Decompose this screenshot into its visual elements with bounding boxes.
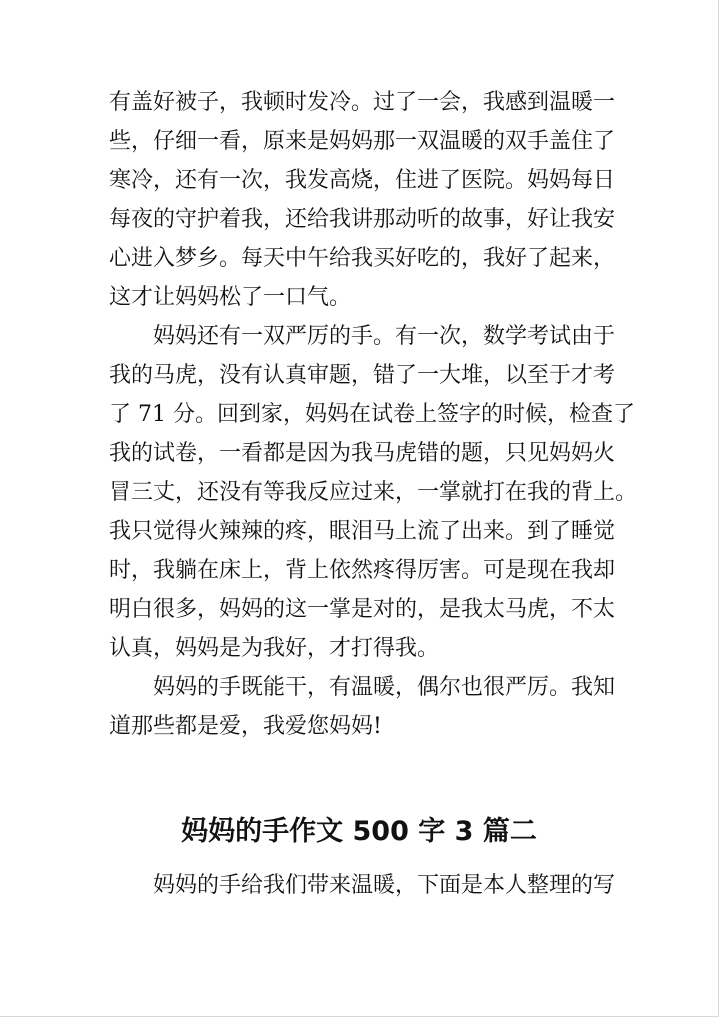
paragraph-1-line-3: 寒冷，还有一次，我发高烧，住进了医院。妈妈每日 [109,168,616,193]
paragraph-1-line-2: 些，仔细一看，原来是妈妈那一双温暖的双手盖住了 [109,129,616,154]
paragraph-3-line-2: 道那些都是爱，我爱您妈妈! [109,714,382,739]
paragraph-3-line-1: 妈妈的手既能干，有温暖，偶尔也很严厉。我知 [153,675,616,700]
paragraph-2-line-7: 时，我躺在床上，背上依然疼得厉害。可是现在我却 [109,558,616,583]
paragraph-2-line-1: 妈妈还有一双严厉的手。有一次，数学考试由于 [153,324,616,349]
paragraph-2-line-8: 明白很多，妈妈的这一掌是对的，是我太马虎，不太 [109,597,616,622]
paragraph-2-line-3: 了 71 分。回到家，妈妈在试卷上签字的时候，检查了 [109,402,635,427]
paragraph-2-line-2: 我的马虎，没有认真审题，错了一大堆，以至于才考 [109,363,616,388]
paragraph-2-line-5: 冒三丈，还没有等我反应过来，一掌就打在我的背上。 [109,480,638,505]
paragraph-2-line-4: 我的试卷，一看都是因为我马虎错的题，只见妈妈火 [109,441,616,466]
paragraph-1-line-1: 有盖好被子，我顿时发冷。过了一会，我感到温暖一 [109,90,616,115]
paragraph-1-line-5: 心进入梦乡。每天中午给我买好吃的，我好了起来， [109,246,616,271]
section-heading: 妈妈的手作文 500 字 3 篇二 [181,816,537,847]
intro-paragraph-line-1: 妈妈的手给我们带来温暖，下面是本人整理的写 [153,873,616,898]
paragraph-1-line-6: 这才让妈妈松了一口气。 [109,285,352,310]
paragraph-2-line-9: 认真，妈妈是为我好，才打得我。 [109,636,440,661]
paragraph-1-line-4: 每夜的守护着我，还给我讲那动听的故事，好让我安 [109,207,616,232]
paragraph-2-line-6: 我只觉得火辣辣的疼，眼泪马上流了出来。到了睡觉 [109,519,616,544]
